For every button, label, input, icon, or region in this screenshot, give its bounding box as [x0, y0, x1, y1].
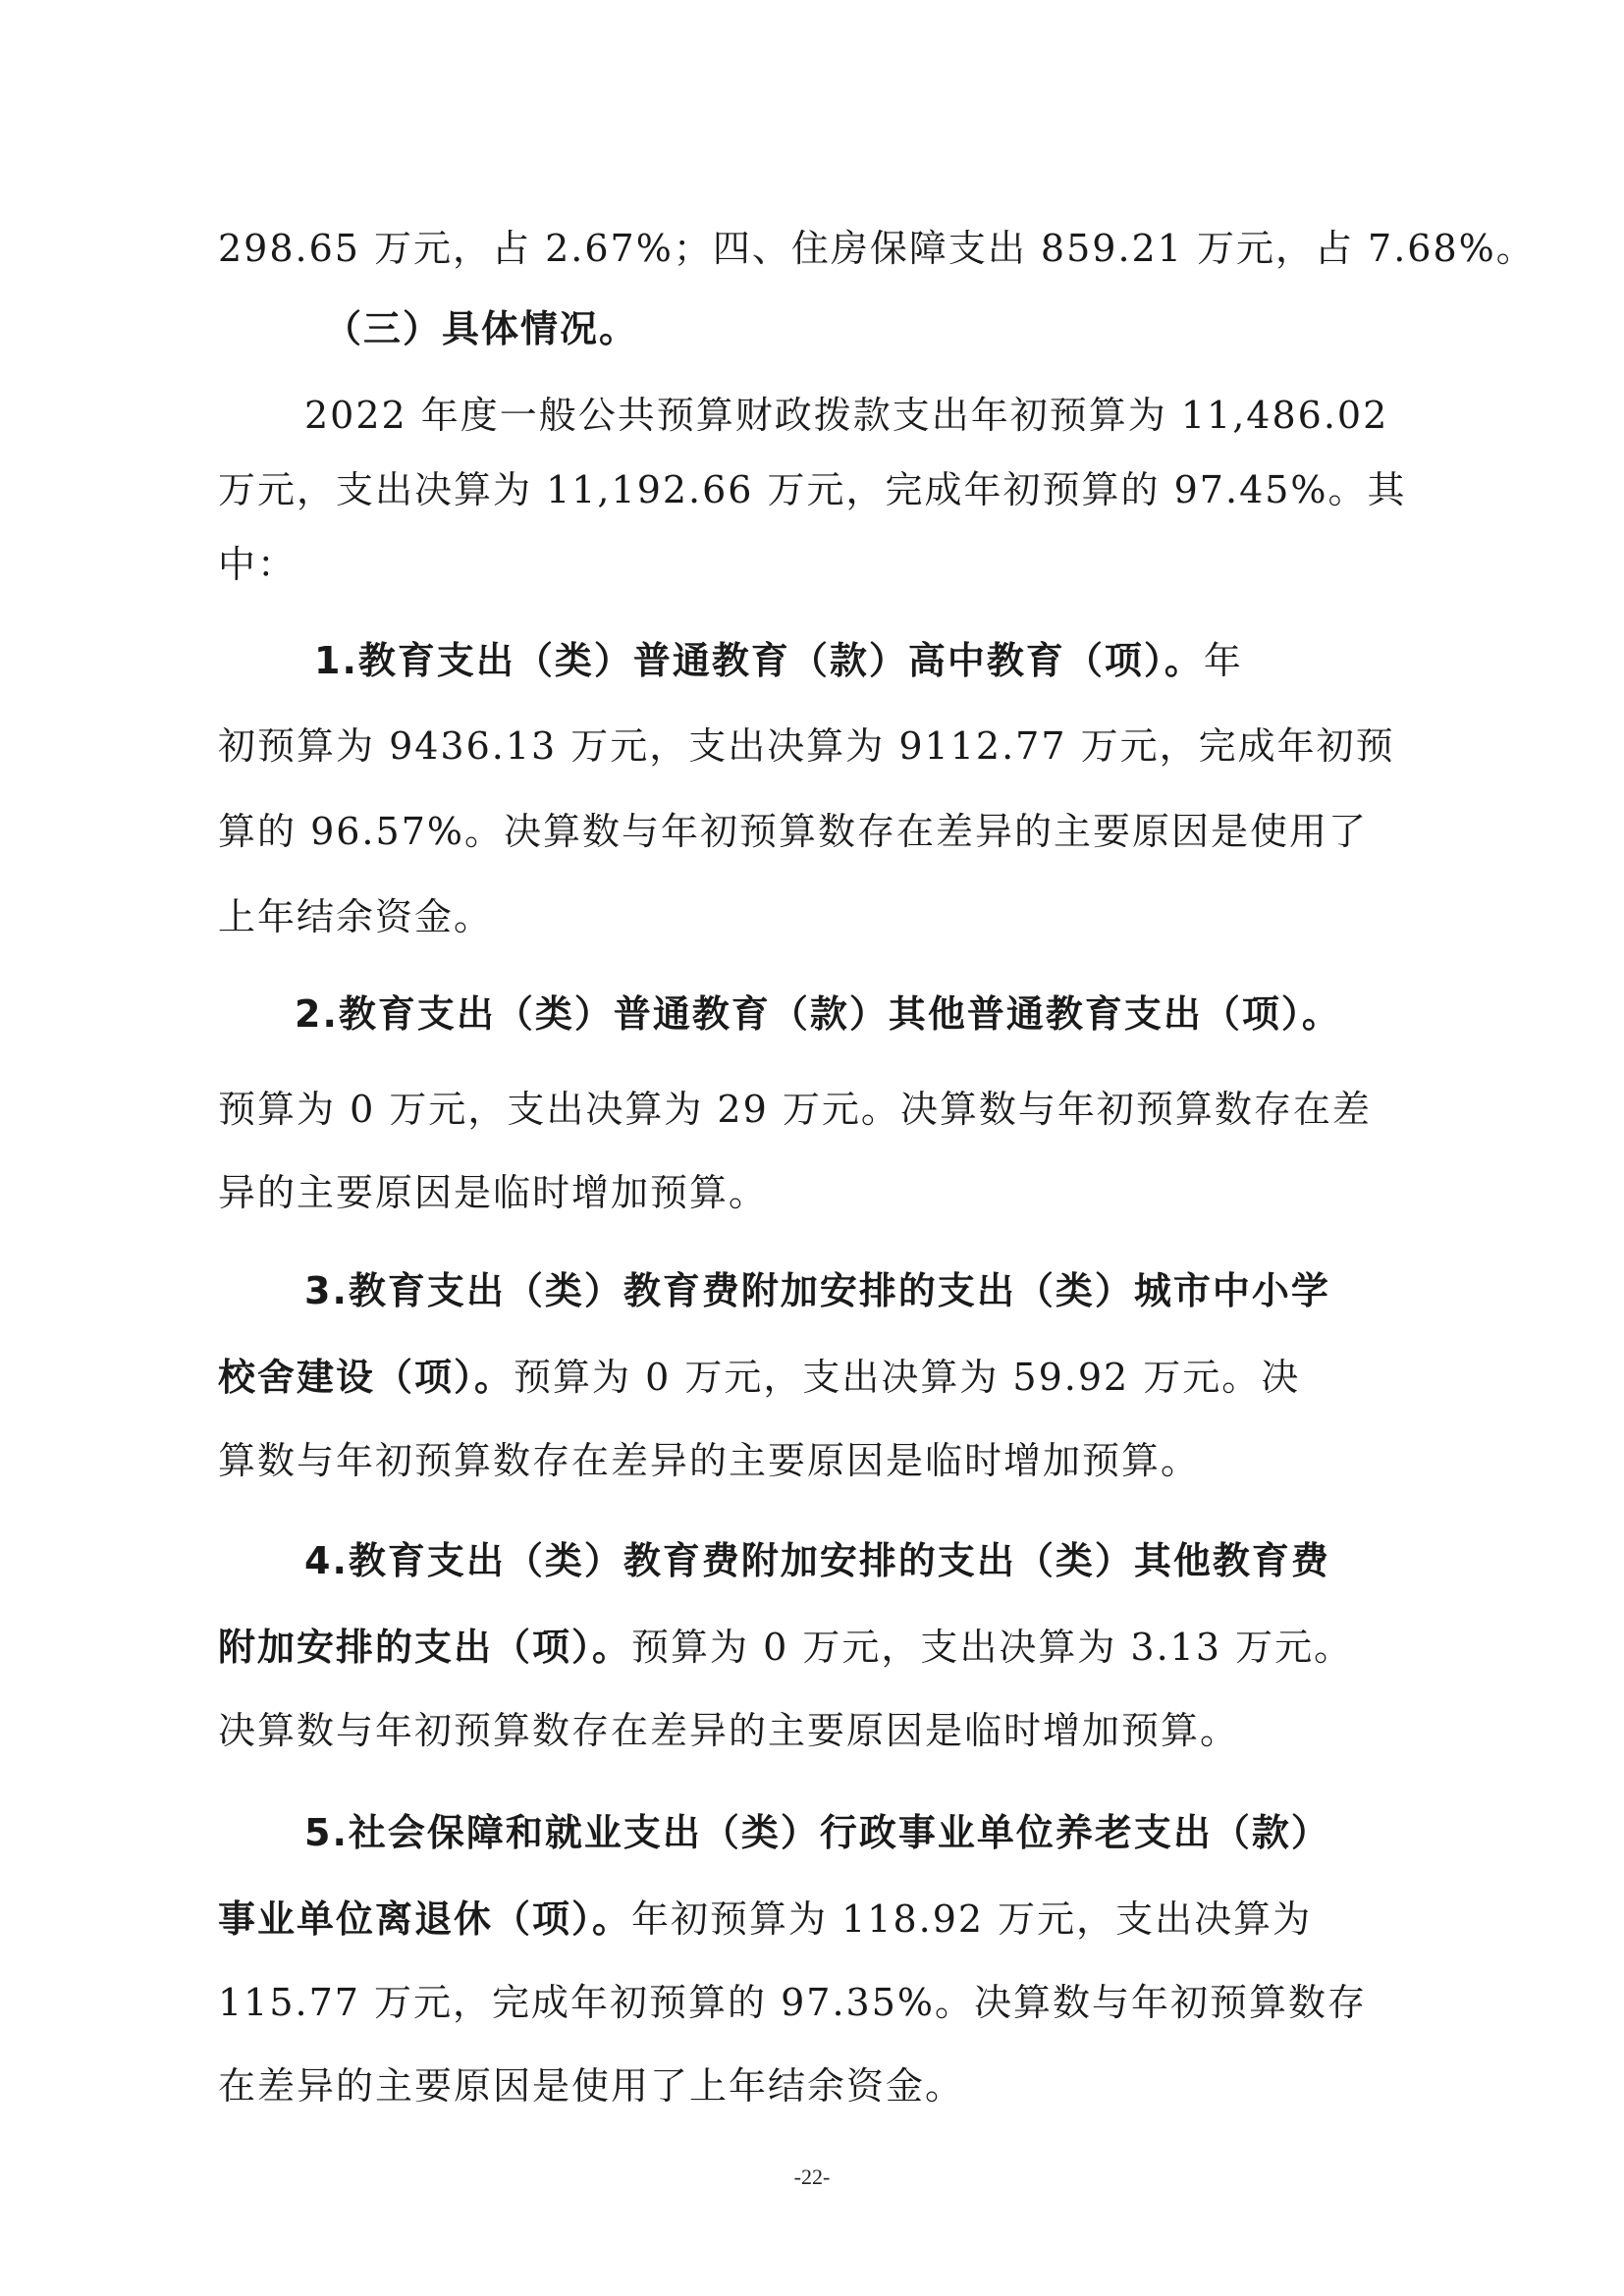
item-2-heading [295, 989, 1434, 1039]
text-line-12 [218, 1168, 1435, 1217]
item-3-heading [304, 1266, 1434, 1315]
line-text: 2022 年度一般公共预算财政拨款支出年初预算为 11,486.02 [304, 394, 1389, 437]
text-line-9 [218, 892, 1435, 941]
line-text: 年初预算为 118.92 万元，支出决算为 [631, 1897, 1313, 1941]
item-title: 2.教育支出（类）普通教育（款）其他普通教育支出（项）。 [295, 992, 1341, 1036]
text-line-11 [218, 1085, 1435, 1134]
line-text: 决算数与年初预算数存在差异的主要原因是临时增加预算。 [218, 1709, 1240, 1752]
item-4-heading [304, 1536, 1434, 1585]
text-line-20 [218, 1895, 1435, 1944]
line-text: 中： [218, 543, 298, 586]
line-text: 115.77 万元，完成年初预算的 97.35%。决算数与年初预算数存 [218, 1981, 1368, 2024]
item-title: 3.教育支出（类）教育费附加安排的支出（类）城市中小学 [304, 1269, 1330, 1312]
page-number: -22- [793, 2164, 831, 2189]
line-text: 在差异的主要原因是使用了上年结余资金。 [218, 2064, 965, 2108]
text-line-5 [218, 540, 1435, 589]
line-text: 298.65 万元，占 2.67%；四、住房保障支出 859.21 万元，占 7.68%。 [218, 227, 1536, 270]
item-title: 事业单位离退休（项）。 [218, 1897, 632, 1941]
section-heading [324, 304, 1404, 353]
text-line-8 [218, 807, 1435, 856]
text-line-18 [218, 1706, 1435, 1755]
text-line-1 [218, 224, 1536, 273]
line-text: 异的主要原因是临时增加预算。 [218, 1171, 769, 1214]
item-title: 校舍建设（项）。 [218, 1356, 514, 1399]
line-text: 初预算为 9436.13 万元，支出决算为 9112.77 万元，完成年初预 [218, 724, 1395, 768]
item-title: 1.教育支出（类）普通教育（款）高中教育（项）。 [314, 639, 1204, 682]
text-line-21 [218, 1978, 1435, 2027]
text-line-22 [218, 2061, 1435, 2110]
line-text: 上年结余资金。 [218, 895, 494, 938]
item-title: 附加安排的支出（项）。 [218, 1626, 632, 1669]
line-text: 预算为 0 万元，支出决算为 59.92 万元。决 [514, 1356, 1301, 1399]
text-line-14 [218, 1353, 1435, 1402]
item-1-heading [314, 636, 1434, 685]
text-line-15 [218, 1436, 1435, 1485]
line-text: 年 [1203, 639, 1243, 682]
line-text: 万元，支出决算为 11,192.66 万元，完成年初预算的 97.45%。其 [218, 468, 1407, 511]
line-text: 预算为 0 万元，支出决算为 3.13 万元。 [631, 1626, 1354, 1669]
text-line-17 [218, 1623, 1435, 1672]
text-line-4 [218, 465, 1435, 514]
item-title: 5.社会保障和就业支出（类）行政事业单位养老支出（款） [304, 1811, 1330, 1854]
heading-text: （三）具体情况。 [324, 307, 639, 350]
line-text: 算数与年初预算数存在差异的主要原因是临时增加预算。 [218, 1439, 1201, 1482]
text-line-3 [304, 391, 1434, 440]
line-text: 预算为 0 万元，支出决算为 29 万元。决算数与年初预算数存在差 [218, 1088, 1372, 1131]
item-5-heading [304, 1808, 1434, 1857]
text-line-7 [218, 721, 1435, 771]
line-text: 算的 96.57%。决算数与年初预算数存在差异的主要原因是使用了 [218, 810, 1368, 853]
item-title: 4.教育支出（类）教育费附加安排的支出（类）其他教育费 [304, 1539, 1330, 1582]
